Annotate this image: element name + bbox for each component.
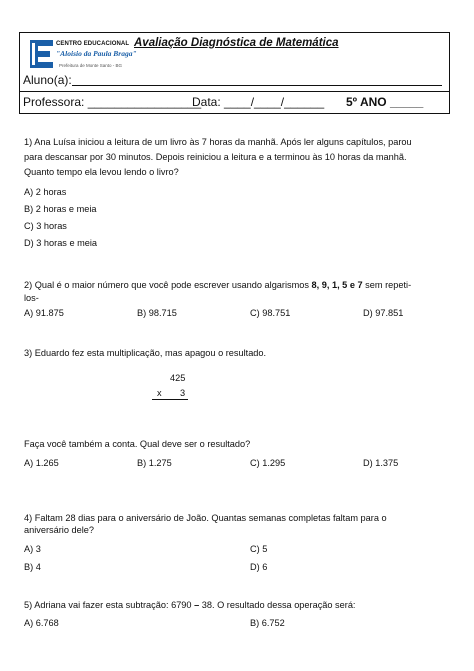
q1-line3: Quanto tempo ela levou lendo o livro? bbox=[24, 167, 179, 177]
header-divider bbox=[20, 91, 449, 92]
q5-option-a[interactable]: A) 6.768 bbox=[24, 618, 59, 628]
q3-line1: 3) Eduardo fez esta multiplicação, mas apagou o resultado. bbox=[24, 348, 267, 358]
q2-line1: 2) Qual é o maior número que você pode escrever usando algarismos 8, 9, 1, 5 e 7 sem repeti- bbox=[24, 280, 412, 290]
q1-line1: 1) Ana Luísa iniciou a leitura de um livro às 7 horas da manhã. Após ler alguns capítulos, parou bbox=[24, 137, 412, 147]
data-label: Data: ____/____/______ bbox=[192, 95, 325, 109]
header-box bbox=[19, 32, 450, 114]
q4-option-b[interactable]: B) 4 bbox=[24, 562, 41, 572]
page-title: Avaliação Diagnóstica de Matemática bbox=[134, 37, 339, 49]
q2-option-b[interactable]: B) 98.715 bbox=[137, 308, 177, 318]
q3-option-c[interactable]: C) 1.295 bbox=[250, 458, 286, 468]
q2-option-c[interactable]: C) 98.751 bbox=[250, 308, 291, 318]
q3-multiplier: 3 bbox=[180, 388, 186, 398]
q4-line1: 4) Faltam 28 dias para o aniversário de João. Quantas semanas completas faltam para o bbox=[24, 513, 387, 523]
q4-option-c[interactable]: C) 5 bbox=[250, 544, 268, 554]
school-logo-icon bbox=[29, 39, 55, 69]
q2-line2: los- bbox=[24, 293, 39, 303]
q3-option-d[interactable]: D) 1.375 bbox=[363, 458, 399, 468]
school-name: CENTRO EDUCACIONAL bbox=[56, 41, 130, 47]
professora-label: Professora: _________________ bbox=[23, 95, 202, 109]
q3-top-number: 425 bbox=[170, 373, 186, 383]
q5-line1: 5) Adriana vai fazer esta subtração: 6790 – 38. O resultado dessa operação será: bbox=[24, 600, 356, 610]
school-subname: "Aloisio da Paula Braga" bbox=[56, 49, 137, 58]
q3-result-line bbox=[152, 399, 188, 400]
q3-operator: x bbox=[157, 388, 162, 398]
aluno-field[interactable] bbox=[72, 85, 442, 86]
q4-line2: aniversário dele? bbox=[24, 525, 94, 535]
q2-option-d[interactable]: D) 97.851 bbox=[363, 308, 404, 318]
q1-option-a[interactable]: A) 2 horas bbox=[24, 187, 67, 197]
q4-option-d[interactable]: D) 6 bbox=[250, 562, 268, 572]
q1-line2: para descansar por 30 minutos. Depois reiniciou a leitura e a terminou às 10 horas da manhã. bbox=[24, 152, 407, 162]
aluno-label: Aluno(a): bbox=[23, 73, 72, 87]
q1-option-d[interactable]: D) 3 horas e meia bbox=[24, 238, 98, 248]
q3-line2: Faça você também a conta. Qual deve ser o resultado? bbox=[24, 439, 251, 449]
ano-label: 5º ANO _____ bbox=[346, 95, 424, 109]
q4-option-a[interactable]: A) 3 bbox=[24, 544, 41, 554]
q3-option-b[interactable]: B) 1.275 bbox=[137, 458, 172, 468]
q3-option-a[interactable]: A) 1.265 bbox=[24, 458, 59, 468]
school-logo bbox=[29, 39, 137, 75]
q2-option-a[interactable]: A) 91.875 bbox=[24, 308, 64, 318]
q1-option-b[interactable]: B) 2 horas e meia bbox=[24, 204, 97, 214]
q1-option-c[interactable]: C) 3 horas bbox=[24, 221, 67, 231]
q5-option-b[interactable]: B) 6.752 bbox=[250, 618, 285, 628]
school-city: Prefeitura de Monte Santo - BG bbox=[59, 63, 123, 68]
